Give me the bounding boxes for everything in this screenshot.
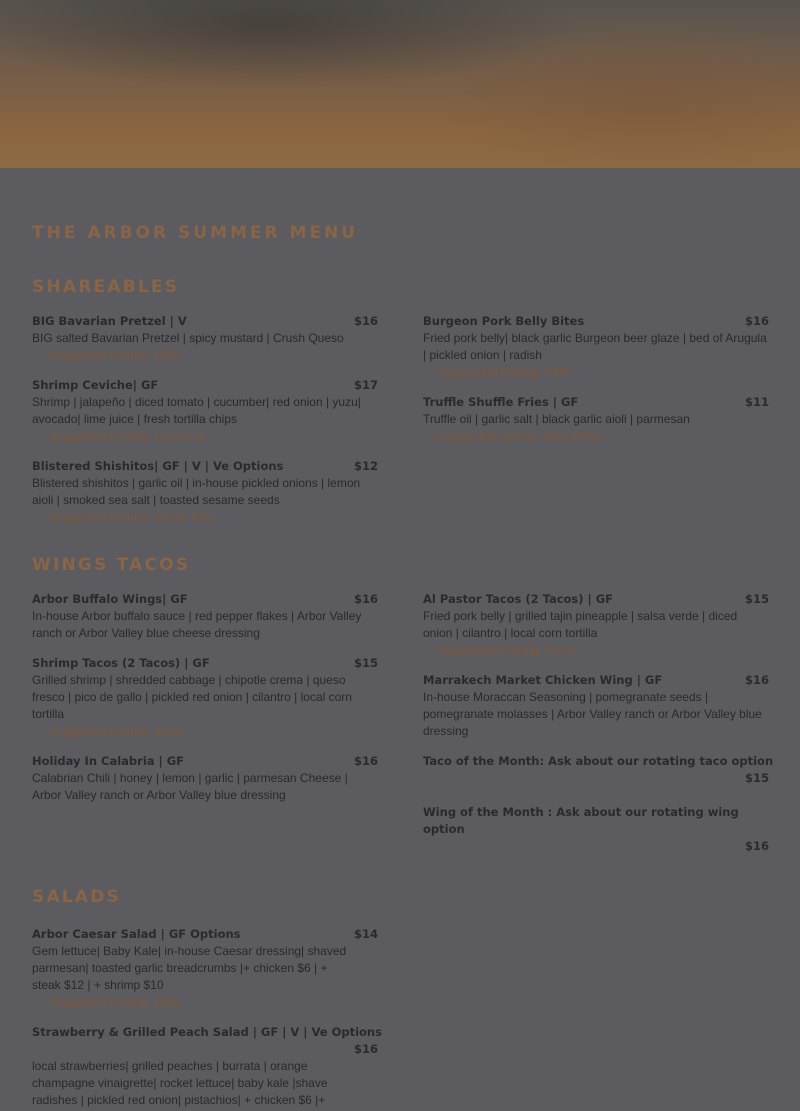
item-name: Arbor Buffalo Wings| GF [32, 592, 188, 606]
pairing-text: Suggested Pairing: Pistil [49, 995, 180, 1009]
item-description: Gem lettuce| Baby Kale| in-house Caesar dressing| shaved parmesan| toasted garlic breadcrumbs |+ chicken $6 | + steak $12 | + shrimp $10 [32, 944, 347, 992]
item-description: BIG salted Bavarian Pretzel | spicy mustard | Crush Queso [32, 331, 344, 345]
item-description: local strawberries| grilled peaches | burrata | orange champagne vinaigrette| rocket lettuce| baby kale |shave radishes | pickled red onion| pistachios| + chicken $6 |+ [32, 1059, 328, 1107]
pairing-slash-icon: / [42, 995, 46, 1009]
item-description: Blistered shishitos | garlic oil | in-house pickled onions | lemon aioli | smoked sea salt | toasted sesame seeds [32, 476, 361, 507]
pairing-slash-icon: / [433, 643, 437, 657]
item-name: Blistered Shishitos| GF | V | Ve Options [32, 459, 284, 473]
item-price: $12 [353, 459, 378, 473]
item-price: $15 [744, 771, 769, 785]
pairing-slash-icon: / [42, 429, 46, 443]
item-price: $16 [353, 592, 378, 606]
item-price: $16 [744, 839, 769, 853]
section-title-wings-tacos: WINGS TACOS [32, 555, 191, 575]
item-price: $16 [744, 314, 769, 328]
item-pairing [32, 347, 378, 364]
pairing-text: Suggested Pairing: Clever Kiwi [49, 510, 215, 524]
item-price: $15 [744, 592, 769, 606]
item-price: $16 [353, 1042, 378, 1056]
item-name: Shrimp Ceviche| GF [32, 378, 159, 392]
menu-item [423, 313, 769, 381]
item-name: Strawberry & Grilled Peach Salad | GF | V | Ve Options [32, 1025, 382, 1039]
pairing-slash-icon: / [433, 429, 437, 443]
item-pairing [32, 428, 378, 445]
menu-item [32, 377, 378, 445]
pairing-slash-icon: / [42, 348, 46, 362]
menu-item [423, 394, 769, 445]
menu-item [32, 1024, 382, 1109]
page-title: THE ARBOR SUMMER MENU [32, 223, 359, 243]
item-name: Arbor Caesar Salad | GF Options [32, 927, 241, 941]
item-price: $16 [353, 314, 378, 328]
menu-item [423, 753, 774, 787]
menu-item [32, 591, 378, 642]
menu-item [32, 655, 378, 740]
pairing-slash-icon: / [42, 724, 46, 738]
item-price: $16 [744, 673, 769, 687]
pairing-text: Suggested Pairing: Invita [49, 724, 183, 738]
item-name: BIG Bavarian Pretzel | V [32, 314, 187, 328]
pairing-text: Suggested Pairing: Pistil [49, 348, 180, 362]
item-name: Al Pastor Tacos (2 Tacos) | GF [423, 592, 614, 606]
item-pairing [32, 723, 378, 740]
pairing-text: Suggested Pairing: Invita [440, 643, 574, 657]
menu-item [32, 926, 378, 1011]
section-title-shareables: SHAREABLES [32, 277, 180, 297]
item-name: Holiday In Calabria | GF [32, 754, 185, 768]
menu-item [423, 591, 769, 659]
menu-item [32, 753, 378, 804]
item-description: In-house Arbor buffalo sauce | red pepper flakes | Arbor Valley ranch or Arbor Valley blue cheese dressing [32, 609, 362, 640]
menu-item [32, 313, 378, 364]
pairing-slash-icon: / [42, 510, 46, 524]
item-description: Fried pork belly| black garlic Burgeon beer glaze | bed of Arugula | pickled onion | radish [423, 331, 767, 362]
item-name: Truffle Shuffle Fries | GF [423, 395, 579, 409]
item-pairing [32, 509, 378, 526]
pairing-text: suggested pairing: Juice Press [440, 429, 604, 443]
item-description: Truffle oil | garlic salt | black garlic aioli | parmesan [423, 412, 690, 426]
pairing-text: Suggested Pairing: Pistil [440, 365, 571, 379]
pairing-slash-icon: / [433, 365, 437, 379]
item-pairing [423, 428, 769, 445]
item-description: Fried pork belly | grilled tajin pineapple | salsa verde | diced onion | cilantro | local corn tortilla [423, 609, 738, 640]
item-pairing [423, 364, 769, 381]
pairing-text: Suggested Pairing: Treevana [49, 429, 205, 443]
item-description: Shrimp | jalapeño | diced tomato | cucumber| red onion | yuzu| avocado| lime juice | fresh tortilla chips [32, 395, 361, 426]
hero-image [0, 0, 800, 168]
item-name: Burgeon Pork Belly Bites [423, 314, 585, 328]
item-name: Shrimp Tacos (2 Tacos) | GF [32, 656, 210, 670]
item-description: Grilled shrimp | shredded cabbage | chipotle crema | queso fresco | pico de gallo | pickled red onion | cilantro | local corn tortilla [32, 673, 352, 721]
section-title-salads: SALADS [32, 887, 121, 907]
item-price: $15 [353, 656, 378, 670]
item-price: $11 [744, 395, 769, 409]
menu-item [423, 672, 769, 740]
item-pairing [423, 642, 769, 659]
item-name: Taco of the Month: Ask about our rotating taco option [423, 754, 774, 768]
item-description: In-house Moraccan Seasoning | pomegranate seeds | pomegranate molasses | Arbor Valley ranch or Arbor Valley blue dressing [423, 690, 762, 738]
item-name: Marrakech Market Chicken Wing | GF [423, 673, 663, 687]
item-price: $16 [353, 754, 378, 768]
menu-item [32, 458, 378, 526]
item-pairing [32, 994, 378, 1011]
item-description: Calabrian Chili | honey | lemon | garlic | parmesan Cheese | Arbor Valley ranch or Arbor Valley blue dressing [32, 771, 348, 802]
item-price: $17 [353, 378, 378, 392]
item-price: $14 [353, 927, 378, 941]
menu-item [423, 804, 769, 855]
item-name: Wing of the Month : Ask about our rotating wing option [423, 805, 739, 836]
